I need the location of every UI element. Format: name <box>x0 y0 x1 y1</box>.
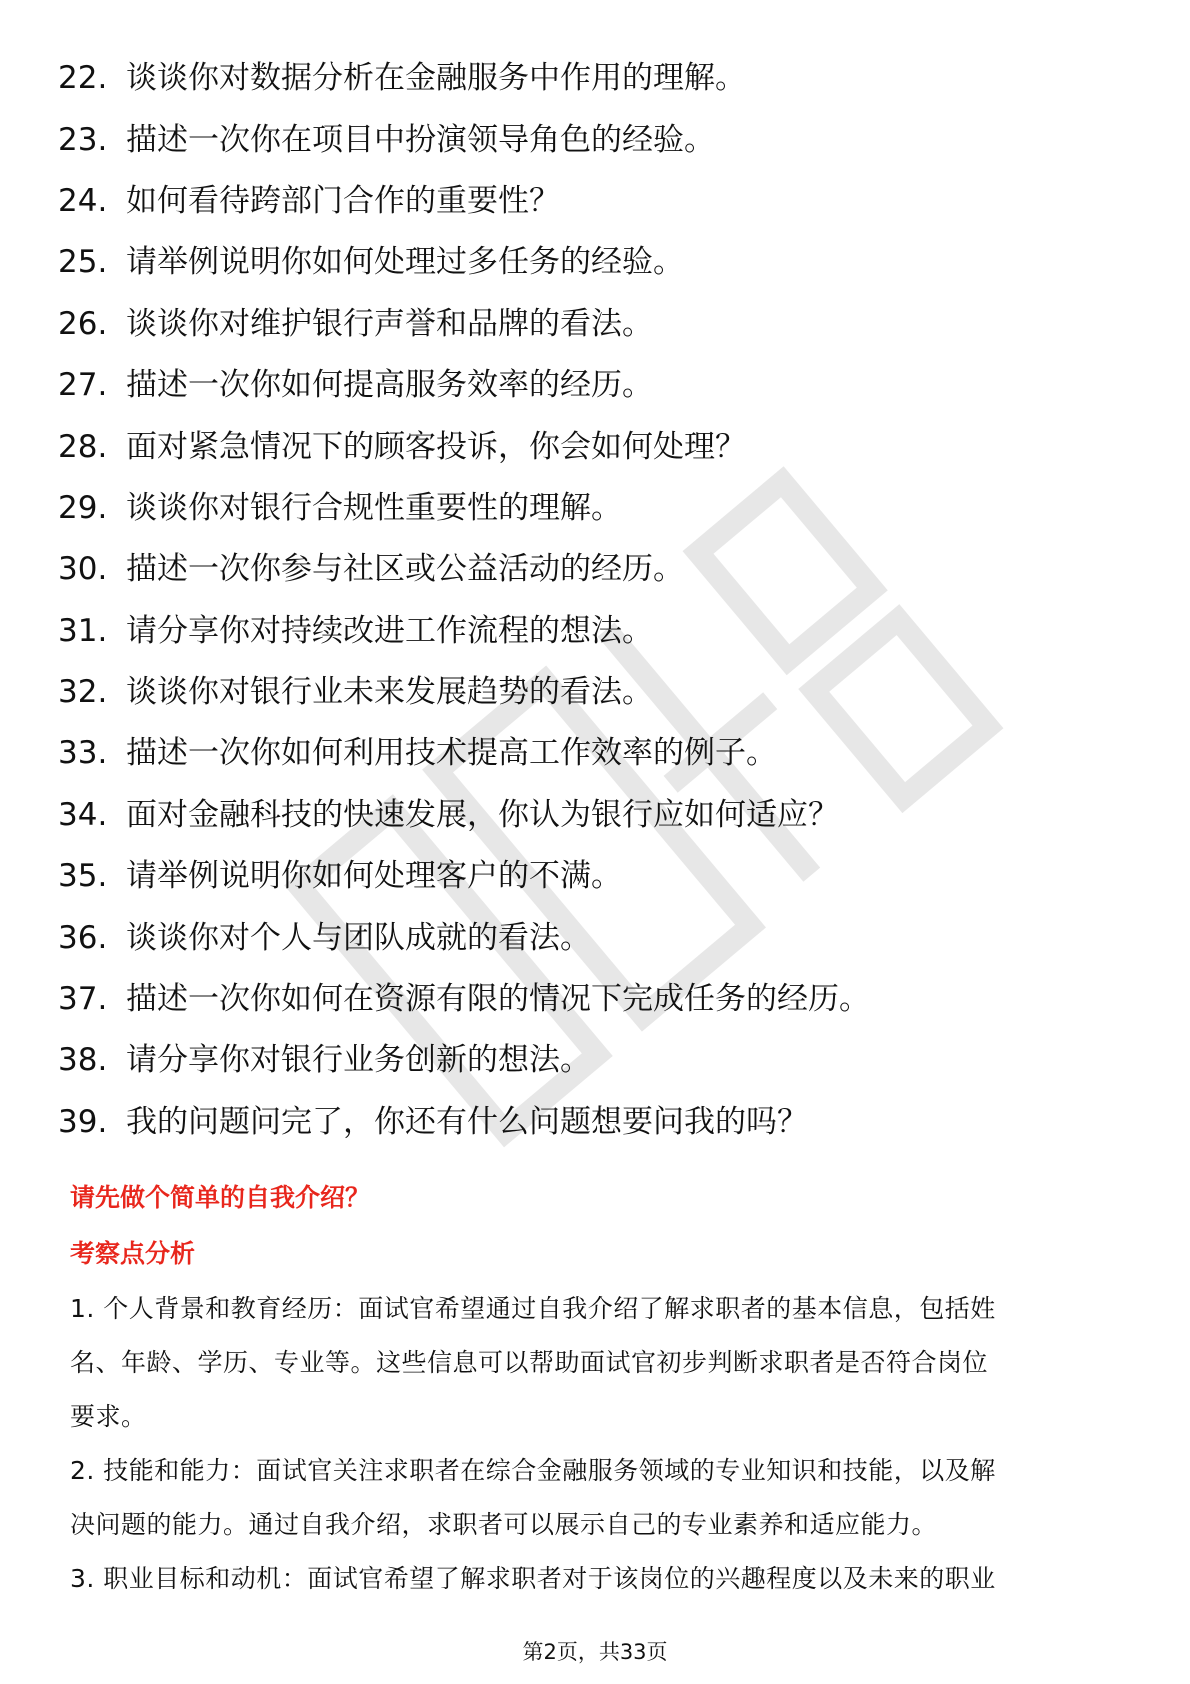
question-item <box>58 232 1118 293</box>
question-item <box>58 478 1118 539</box>
question-item <box>58 355 1118 416</box>
analysis-body <box>70 1282 1120 1606</box>
question-text: 请举例说明你如何处理过多任务的经验。 <box>126 244 684 281</box>
question-text: 描述一次你参与社区或公益活动的经历。 <box>126 551 684 588</box>
question-number: 36. <box>58 919 108 956</box>
question-number: 30. <box>58 551 108 588</box>
question-text: 请举例说明你如何处理客户的不满。 <box>126 858 622 895</box>
question-text: 面对紧急情况下的顾客投诉，你会如何处理？ <box>126 428 746 465</box>
question-item <box>58 846 1118 907</box>
question-number: 22. <box>58 60 108 97</box>
question-list <box>58 48 1118 1153</box>
question-item <box>58 1030 1118 1091</box>
question-number: 31. <box>58 612 108 649</box>
section-subtitle: 考察点分析 <box>70 1239 196 1268</box>
analysis-line: 名、年龄、学历、专业等。这些信息可以帮助面试官初步判断求职者是否符合岗位 <box>70 1348 989 1377</box>
question-number: 25. <box>58 244 108 281</box>
section-title: 请先做个简单的自我介绍？ <box>70 1183 371 1212</box>
question-number: 39. <box>58 1103 108 1140</box>
page-footer: 第2页，共33页 <box>522 1640 668 1664</box>
question-number: 29. <box>58 489 108 526</box>
analysis-line: 1. 个人背景和教育经历：面试官希望通过自我介绍了解求职者的基本信息，包括姓 <box>70 1294 996 1323</box>
question-item <box>58 1092 1118 1153</box>
question-text: 谈谈你对银行合规性重要性的理解。 <box>126 489 622 526</box>
question-text: 面对金融科技的快速发展，你认为银行应如何适应？ <box>126 796 839 833</box>
question-number: 34. <box>58 796 108 833</box>
analysis-line: 要求。 <box>70 1402 147 1431</box>
question-number: 32. <box>58 674 108 711</box>
analysis-line: 2. 技能和能力：面试官关注求职者在综合金融服务领域的专业知识和技能，以及解 <box>70 1456 996 1485</box>
question-text: 谈谈你对个人与团队成就的看法。 <box>126 919 591 956</box>
question-text: 如何看待跨部门合作的重要性？ <box>126 182 560 219</box>
question-number: 27. <box>58 367 108 404</box>
analysis-line: 决问题的能力。通过自我介绍，求职者可以展示自己的专业素养和适应能力。 <box>70 1510 938 1539</box>
question-text: 请分享你对持续改进工作流程的想法。 <box>126 612 653 649</box>
question-item <box>58 294 1118 355</box>
question-text: 谈谈你对数据分析在金融服务中作用的理解。 <box>126 60 746 97</box>
question-number: 28. <box>58 428 108 465</box>
question-text: 描述一次你如何在资源有限的情况下完成任务的经历。 <box>126 981 870 1018</box>
question-number: 37. <box>58 981 108 1018</box>
question-text: 描述一次你在项目中扮演领导角色的经验。 <box>126 121 715 158</box>
question-number: 35. <box>58 858 108 895</box>
question-item <box>58 109 1118 170</box>
question-number: 33. <box>58 735 108 772</box>
question-item <box>58 171 1118 232</box>
question-item <box>58 601 1118 662</box>
question-number: 38. <box>58 1042 108 1079</box>
analysis-line: 3. 职业目标和动机：面试官希望了解求职者对于该岗位的兴趣程度以及未来的职业 <box>70 1564 996 1593</box>
question-text: 描述一次你如何提高服务效率的经历。 <box>126 367 653 404</box>
question-number: 24. <box>58 182 108 219</box>
question-text: 谈谈你对银行业未来发展趋势的看法。 <box>126 674 653 711</box>
question-item <box>58 416 1118 477</box>
question-text: 我的问题问完了，你还有什么问题想要问我的吗？ <box>126 1103 808 1140</box>
question-text: 请分享你对银行业务创新的想法。 <box>126 1042 591 1079</box>
question-item <box>58 48 1118 109</box>
question-item <box>58 785 1118 846</box>
question-item <box>58 723 1118 784</box>
question-text: 描述一次你如何利用技术提高工作效率的例子。 <box>126 735 777 772</box>
question-item <box>58 907 1118 968</box>
question-number: 23. <box>58 121 108 158</box>
question-item <box>58 539 1118 600</box>
question-item <box>58 969 1118 1030</box>
question-number: 26. <box>58 305 108 342</box>
question-item <box>58 662 1118 723</box>
question-text: 谈谈你对维护银行声誉和品牌的看法。 <box>126 305 653 342</box>
